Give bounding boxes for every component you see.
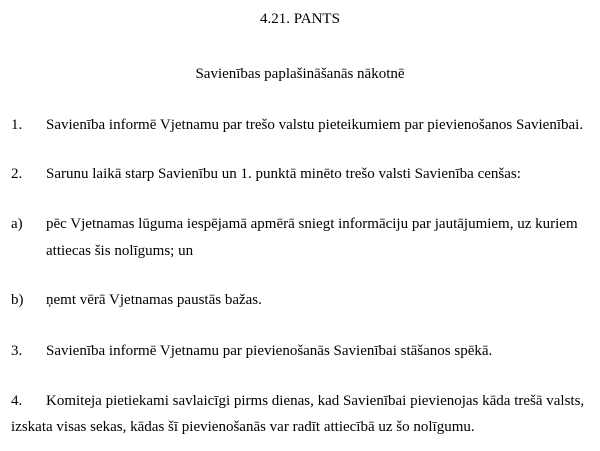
item-3-text: Savienība informē Vjetnamu par pievienošanās Savienībai stāšanos spēkā. [46, 343, 493, 359]
item-1-marker: 1. [11, 117, 23, 133]
item-2-text: Sarunu laikā starp Savienību un 1. punktā minēto trešo valsti Savienība cenšas: [46, 166, 521, 182]
item-a-marker: a) [11, 216, 23, 232]
item-a-text-line1: pēc Vjetnamas lūguma iespējamā apmērā sniegt informāciju par jautājumiem, uz kuriem [46, 216, 578, 232]
item-2-marker: 2. [11, 166, 23, 182]
item-b-text: ņemt vērā Vjetnamas paustās bažas. [46, 292, 262, 308]
item-4-text-line2: izskata visas sekas, kādas šī pievienošanās var radīt attiecībā uz šo nolīgumu. [11, 419, 475, 435]
item-4-marker: 4. [11, 393, 23, 409]
item-a-text-line2: attiecas šis nolīgums; un [46, 243, 194, 259]
article-title: Savienības paplašināšanās nākotnē [195, 66, 405, 82]
item-b-marker: b) [11, 292, 24, 308]
article-heading: 4.21. PANTS [260, 11, 340, 27]
item-4-text-line1: Komiteja pietiekami savlaicīgi pirms dienas, kad Savienībai pievienojas kāda trešā valsts, [46, 393, 585, 409]
item-1-text: Savienība informē Vjetnamu par trešo valstu pieteikumiem par pievienošanos Savienībai. [46, 117, 584, 133]
item-3-marker: 3. [11, 343, 23, 359]
